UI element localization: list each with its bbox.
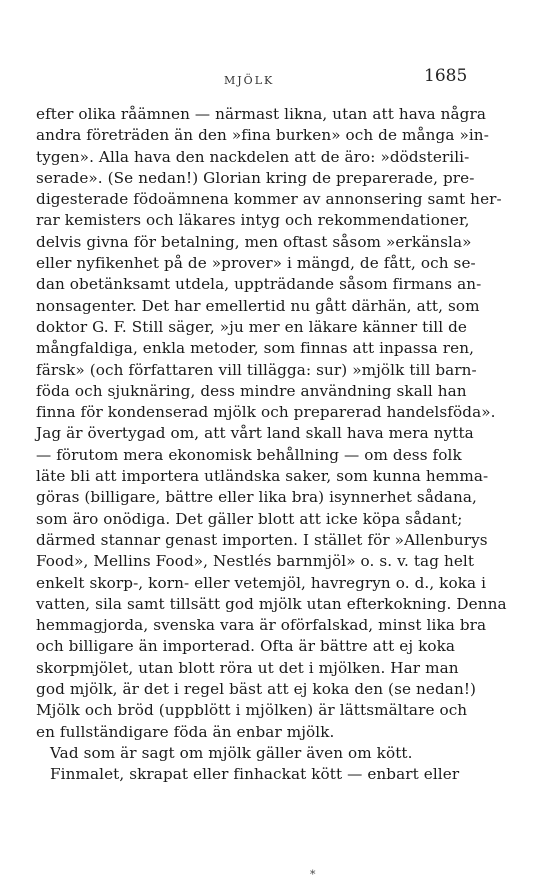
text-line: vatten, sila samt tillsätt god mjölk utan efterkokning. Denna	[36, 594, 507, 613]
text-line: tygen». Alla hava den nackdelen att de äro: »dödsterili-	[36, 147, 470, 166]
text-line: och billigare än importerad. Ofta är bättre att ej koka	[36, 637, 456, 656]
text-line: färsk» (och författaren vill tillägga: sur) »mjölk till barn-	[36, 360, 477, 379]
text-line: som äro onödiga. Det gäller blott att icke köpa sådant;	[36, 509, 463, 528]
text-line: god mjölk, är det i regel bäst att ej koka den (se nedan!)	[36, 680, 477, 699]
text-line: doktor G. F. Still säger, »ju mer en läkare känner till de	[36, 317, 468, 336]
text-line: Mjölk och bröd (uppblött i mjölken) är lättsmältare och	[36, 701, 468, 720]
text-line: göras (billigare, bättre eller lika bra) isynnerhet sådana,	[36, 488, 477, 507]
text-line: Food», Mellins Food», Nestlés barnmjöl» o. s. v. tag helt	[36, 552, 475, 571]
text-line: mångfaldiga, enkla metoder, som finnas att inpassa ren,	[36, 339, 475, 358]
text-line: läte bli att importera utländska saker, som kunna hemma-	[36, 467, 489, 486]
footer-mark: *	[310, 868, 316, 881]
text-line: finna för kondenserad mjölk och preparerad handelsföda».	[36, 403, 496, 422]
text-line: — förutom mera ekonomisk behållning — om dess folk	[36, 445, 462, 464]
page-number: 1685	[424, 66, 468, 86]
text-line: delvis givna för betalning, men oftast såsom »erkänsla»	[36, 232, 472, 251]
text-line: därmed stannar genast importen. I stället för »Allenburys	[36, 530, 488, 549]
text-line: föda och sjuknäring, dess mindre användning skall han	[36, 381, 467, 400]
text-line: dan obetänksamt utdela, uppträdande såsom firmans an-	[36, 275, 482, 294]
text-line: en fullständigare föda än enbar mjölk.	[36, 722, 335, 741]
text-line: enkelt skorp-, korn- eller vetemjöl, havregryn o. d., koka i	[36, 573, 487, 592]
text-line: eller nyfikenhet på de »prover» i mängd, de fått, och se-	[36, 254, 476, 273]
text-line: Jag är övertygad om, att vårt land skall hava mera nytta	[36, 424, 474, 443]
running-head: MJÖLK	[224, 74, 275, 87]
text-line: Finmalet, skrapat eller finhackat kött — enbart eller	[50, 765, 460, 784]
text-line: efter olika råämnen — närmast likna, utan att hava några	[36, 105, 486, 123]
text-line: Vad som är sagt om mjölk gäller även om kött.	[50, 743, 413, 762]
text-line: rar kemisters och läkares intyg och rekommendationer,	[36, 211, 470, 230]
text-line: andra företräden än den »fina burken» och de många »in-	[36, 126, 489, 145]
text-line: hemmagjorda, svenska vara är oförfalskad, minst lika bra	[36, 616, 487, 635]
text-line: serade». (Se nedan!) Glorian kring de preparerade, pre-	[36, 168, 475, 187]
body-text	[36, 104, 507, 786]
text-line: nonsagenter. Det har emellertid nu gått därhän, att, som	[36, 296, 480, 315]
text-line: skorpmjölet, utan blott röra ut det i mjölken. Har man	[36, 658, 459, 677]
text-line: digesterade födoämnena kommer av annonsering samt her-	[36, 190, 502, 209]
